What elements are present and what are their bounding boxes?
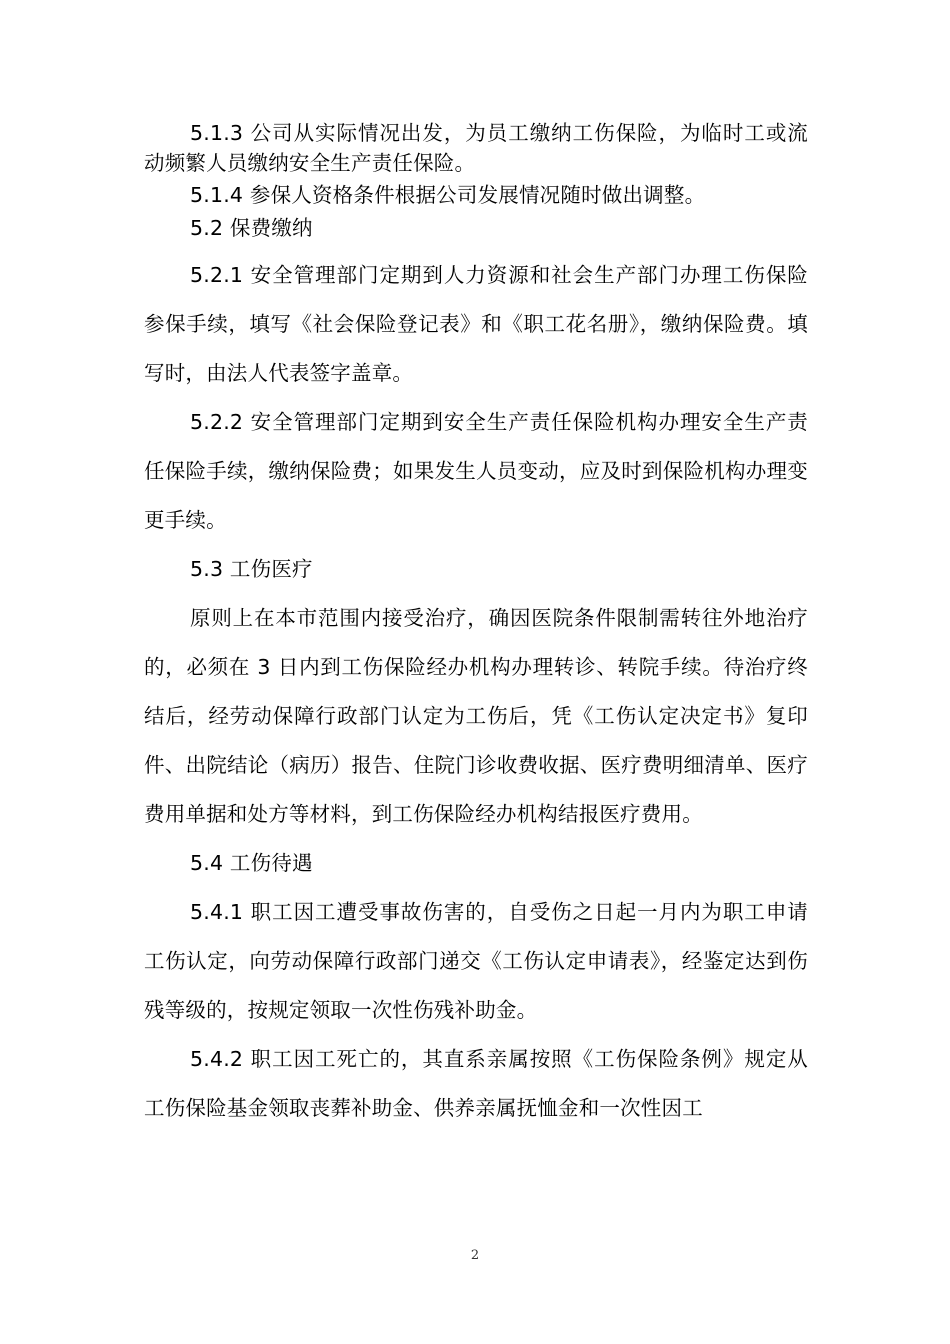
paragraph-5-2-2: 5.2.2 安全管理部门定期到安全生产责任保险机构办理安全生产责任保险手续，缴纳保险费；如果发生人员变动，应及时到保险机构办理变更手续。	[144, 410, 808, 532]
paragraph-5-1-3: 5.1.3 公司从实际情况出发，为员工缴纳工伤保险，为临时工或流动频繁人员缴纳安全生产责任保险。	[144, 121, 808, 175]
paragraph-5-2-1: 5.2.1 安全管理部门定期到人力资源和社会生产部门办理工伤保险参保手续，填写《社会保险登记表》和《职工花名册》，缴纳保险费。填写时，由法人代表签字盖章。	[144, 263, 808, 385]
paragraph-5-1-4: 5.1.4 参保人资格条件根据公司发展情况随时做出调整。	[190, 183, 706, 207]
document-body	[144, 118, 808, 1133]
paragraph-5-4-1: 5.4.1 职工因工遭受事故伤害的，自受伤之日起一月内为职工申请工伤认定，向劳动保障行政部门递交《工伤认定申请表》，经鉴定达到伤残等级的，按规定领取一次性伤残补助金。	[144, 900, 808, 1022]
page-number: 2	[470, 1248, 480, 1263]
heading-5-3: 5.3 工伤医疗	[190, 557, 313, 581]
paragraph-5-4-2: 5.4.2 职工因工死亡的，其直系亲属按照《工伤保险条例》规定从工伤保险基金领取丧葬补助金、供养亲属抚恤金和一次性因工	[144, 1047, 808, 1120]
heading-5-4: 5.4 工伤待遇	[190, 851, 313, 875]
paragraph-5-3-body: 原则上在本市范围内接受治疗，确因医院条件限制需转往外地治疗的，必须在 3 日内到工伤保险经办机构办理转诊、转院手续。待治疗终结后，经劳动保障行政部门认定为工伤后，凭《工伤认定决定书》复印件、出院结论（病历）报告、住院门诊收费收据、医疗费明细清单、医疗费用单据和处方等材料，到工伤保险经办机构结报医疗费用。	[144, 606, 808, 826]
heading-5-2: 5.2 保费缴纳	[190, 216, 313, 240]
